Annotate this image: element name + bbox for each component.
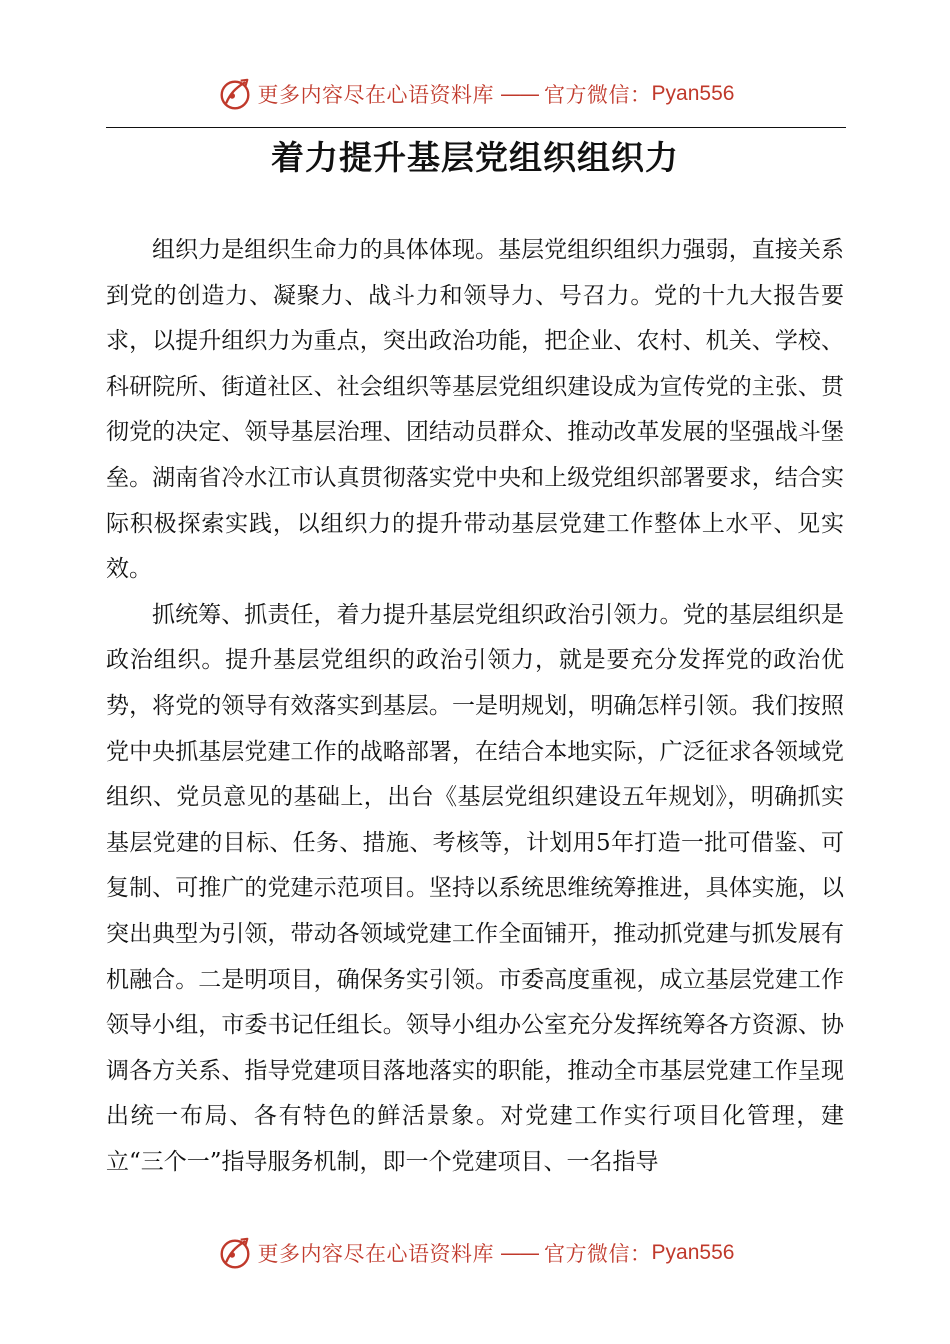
watermark-wechat-id: Pyan556 [651,82,735,105]
watermark-label: 官方微信： [544,83,652,107]
logo-icon [216,1234,254,1272]
logo-icon [216,75,254,113]
document-title: 着力提升基层党组织组织力 [271,138,679,177]
header-divider [106,127,846,128]
body-paragraph-1: 组织力是组织生命力的具体体现。基层党组织组织力强弱，直接关系到党的创造力、凝聚力、战斗力和领导力、号召力。党的十九大报告要求，以提升组织力为重点，突出政治功能，把企业、农村、机关、学校、科研院所、街道社区、社会组织等基层党组织建设成为宣传党的主张、贯彻党的决定、领导基层治理、团结动员群众、推动改革发展的坚强战斗堡垒。湖南省冷水江市认真贯彻落实党中央和上级党组织部署要求，结合实际积极探索实践，以组织力的提升带动基层党建工作整体上水平、见实效。 [106,237,844,583]
watermark-dash: —— [500,1241,539,1265]
watermark-wechat-id: Pyan556 [651,1241,735,1264]
watermark-dash: —— [500,82,539,106]
footer-watermark [0,1231,950,1275]
watermark-text: 更多内容尽在心语资料库 [257,83,495,107]
header-watermark [0,72,950,116]
body-paragraph-2: 抓统筹、抓责任，着力提升基层党组织政治引领力。党的基层组织是政治组织。提升基层党组织的政治引领力，就是要充分发挥党的政治优势，将党的领导有效落实到基层。一是明规划，明确怎样引领。我们按照党中央抓基层党建工作的战略部署，在结合本地实际，广泛征求各领域党组织、党员意见的基础上，出台《基层党组织建设五年规划》，明确抓实基层党建的目标、任务、措施、考核等，计划用5年打造一批可借鉴、可复制、可推广的党建示范项目。坚持以系统思维统筹推进，具体实施，以突出典型为引领，带动各领域党建工作全面铺开，推动抓党建与抓发展有机融合。二是明项目，确保务实引领。市委高度重视，成立基层党建工作领导小组，市委书记任组长。领导小组办公室充分发挥统筹各方资源、协调各方关系、指导党建项目落地落实的职能，推动全市基层党建工作呈现出统一布局、各有特色的鲜活景象。对党建工作实行项目化管理，建立“三个一”指导服务机制，即一个党建项目、一名指导 [106,601,844,1175]
document-body [106,228,844,1185]
watermark-label: 官方微信： [544,1242,652,1266]
watermark-text: 更多内容尽在心语资料库 [257,1242,495,1266]
